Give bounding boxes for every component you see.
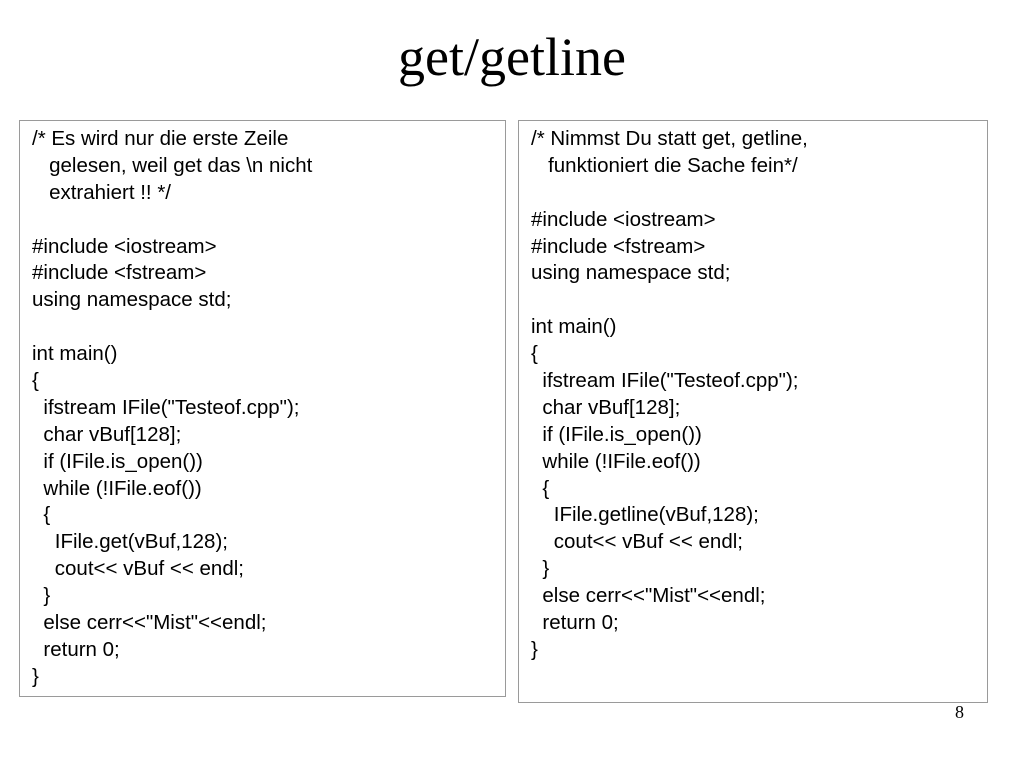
code-line: funktioniert die Sache fein*/ [531,153,798,177]
right-code-box [518,120,988,703]
code-line: ifstream IFile("Testeof.cpp"); [531,369,799,393]
code-line: IFile.getline(vBuf,128); [531,503,759,527]
code-line: #include <fstream> [531,234,706,258]
code-line [531,180,987,207]
code-line: if (IFile.is_open()) [531,422,702,446]
code-line [32,314,505,341]
code-line: } [32,584,51,608]
code-line: { [32,503,51,527]
code-line: char vBuf[128]; [32,422,182,446]
code-line: if (IFile.is_open()) [32,449,203,473]
code-line: /* Nimmst Du statt get, getline, [531,127,808,150]
code-line [531,287,987,314]
code-line: #include <iostream> [32,234,217,258]
code-line: #include <fstream> [32,261,207,285]
code-line: return 0; [32,637,120,661]
code-line: else cerr<<"Mist"<<endl; [32,611,267,635]
code-line: int main() [32,342,118,366]
code-line: IFile.get(vBuf,128); [32,530,228,554]
slide-title: get/getline [398,27,626,87]
code-line: { [32,369,39,393]
code-line: #include <iostream> [531,207,716,231]
code-line: } [531,637,538,661]
code-line: { [531,342,538,366]
code-line: ifstream IFile("Testeof.cpp"); [32,395,300,419]
code-line: { [531,476,550,500]
code-line: /* Es wird nur die erste Zeile [32,127,289,150]
code-line: } [32,664,39,688]
code-line [32,207,505,234]
code-line: else cerr<<"Mist"<<endl; [531,584,766,608]
left-code-box [19,120,506,697]
code-line: char vBuf[128]; [531,395,681,419]
code-line: return 0; [531,611,619,635]
code-line: using namespace std; [531,261,731,285]
code-line: while (!IFile.eof()) [531,449,701,473]
page-number: 8 [955,702,964,722]
code-line: cout<< vBuf << endl; [32,557,244,581]
code-line: gelesen, weil get das \n nicht [32,153,313,177]
code-line: using namespace std; [32,288,232,312]
code-line: int main() [531,315,617,339]
code-line: while (!IFile.eof()) [32,476,202,500]
code-line: extrahiert !! */ [32,180,171,204]
code-line: } [531,557,550,581]
code-line: cout<< vBuf << endl; [531,530,743,554]
